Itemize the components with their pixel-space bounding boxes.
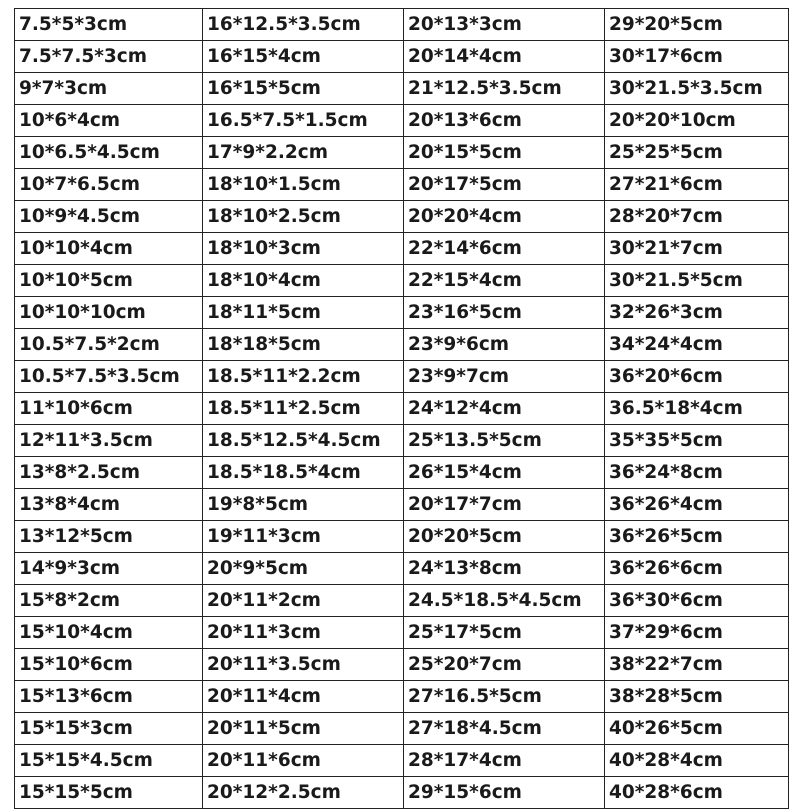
size-cell: 18*10*2.5cm	[203, 201, 404, 233]
size-cell: 40*28*6cm	[605, 777, 789, 809]
size-cell: 27*16.5*5cm	[404, 681, 605, 713]
size-cell: 30*21.5*3.5cm	[605, 73, 789, 105]
size-cell: 38*22*7cm	[605, 649, 789, 681]
size-cell: 16*12.5*3.5cm	[203, 9, 404, 41]
size-cell: 20*20*10cm	[605, 105, 789, 137]
size-cell: 18*18*5cm	[203, 329, 404, 361]
size-cell: 10*9*4.5cm	[15, 201, 203, 233]
size-cell: 20*13*3cm	[404, 9, 605, 41]
size-cell: 20*11*6cm	[203, 745, 404, 777]
size-cell: 20*15*5cm	[404, 137, 605, 169]
size-cell: 18.5*11*2.2cm	[203, 361, 404, 393]
size-cell: 23*9*6cm	[404, 329, 605, 361]
size-cell: 19*8*5cm	[203, 489, 404, 521]
size-cell: 36*26*6cm	[605, 553, 789, 585]
table-row	[15, 649, 789, 681]
size-cell: 37*29*6cm	[605, 617, 789, 649]
size-cell: 18*10*3cm	[203, 233, 404, 265]
table-row	[15, 713, 789, 745]
size-cell: 15*10*4cm	[15, 617, 203, 649]
size-cell: 25*17*5cm	[404, 617, 605, 649]
size-cell: 15*15*4.5cm	[15, 745, 203, 777]
size-cell: 15*15*3cm	[15, 713, 203, 745]
size-cell: 22*15*4cm	[404, 265, 605, 297]
size-cell: 15*8*2cm	[15, 585, 203, 617]
size-cell: 25*25*5cm	[605, 137, 789, 169]
size-cell: 25*13.5*5cm	[404, 425, 605, 457]
size-cell: 28*20*7cm	[605, 201, 789, 233]
size-cell: 22*14*6cm	[404, 233, 605, 265]
size-cell: 13*8*2.5cm	[15, 457, 203, 489]
size-cell: 29*15*6cm	[404, 777, 605, 809]
size-cell: 19*11*3cm	[203, 521, 404, 553]
size-cell: 36*30*6cm	[605, 585, 789, 617]
size-cell: 20*11*5cm	[203, 713, 404, 745]
table-row	[15, 457, 789, 489]
size-cell: 10*10*5cm	[15, 265, 203, 297]
table-row	[15, 73, 789, 105]
table-row	[15, 169, 789, 201]
size-cell: 12*11*3.5cm	[15, 425, 203, 457]
size-cell: 11*10*6cm	[15, 393, 203, 425]
size-cell: 18*11*5cm	[203, 297, 404, 329]
table-row	[15, 297, 789, 329]
size-cell: 34*24*4cm	[605, 329, 789, 361]
size-cell: 13*8*4cm	[15, 489, 203, 521]
size-table-body	[15, 9, 789, 809]
size-cell: 10*10*4cm	[15, 233, 203, 265]
size-cell: 20*11*4cm	[203, 681, 404, 713]
size-cell: 7.5*5*3cm	[15, 9, 203, 41]
size-cell: 18.5*11*2.5cm	[203, 393, 404, 425]
table-row	[15, 489, 789, 521]
size-cell: 17*9*2.2cm	[203, 137, 404, 169]
size-cell: 10.5*7.5*3.5cm	[15, 361, 203, 393]
table-row	[15, 745, 789, 777]
size-cell: 10*10*10cm	[15, 297, 203, 329]
size-cell: 10*6*4cm	[15, 105, 203, 137]
size-cell: 14*9*3cm	[15, 553, 203, 585]
size-cell: 20*20*5cm	[404, 521, 605, 553]
size-cell: 36*26*5cm	[605, 521, 789, 553]
size-cell: 36*24*8cm	[605, 457, 789, 489]
size-cell: 20*11*3.5cm	[203, 649, 404, 681]
size-cell: 20*17*7cm	[404, 489, 605, 521]
size-cell: 13*12*5cm	[15, 521, 203, 553]
size-cell: 25*20*7cm	[404, 649, 605, 681]
size-cell: 23*9*7cm	[404, 361, 605, 393]
size-table	[14, 8, 789, 809]
table-row	[15, 585, 789, 617]
size-cell: 16*15*5cm	[203, 73, 404, 105]
size-cell: 10*7*6.5cm	[15, 169, 203, 201]
size-cell: 16*15*4cm	[203, 41, 404, 73]
table-row	[15, 617, 789, 649]
size-cell: 36*26*4cm	[605, 489, 789, 521]
size-cell: 18*10*1.5cm	[203, 169, 404, 201]
size-cell: 24*12*4cm	[404, 393, 605, 425]
size-cell: 9*7*3cm	[15, 73, 203, 105]
table-row	[15, 9, 789, 41]
size-cell: 15*10*6cm	[15, 649, 203, 681]
table-row	[15, 425, 789, 457]
table-row	[15, 521, 789, 553]
table-row	[15, 265, 789, 297]
table-row	[15, 329, 789, 361]
size-cell: 27*18*4.5cm	[404, 713, 605, 745]
size-cell: 30*21*7cm	[605, 233, 789, 265]
table-row	[15, 41, 789, 73]
size-cell: 20*12*2.5cm	[203, 777, 404, 809]
table-row	[15, 201, 789, 233]
size-cell: 18.5*12.5*4.5cm	[203, 425, 404, 457]
table-row	[15, 681, 789, 713]
size-cell: 26*15*4cm	[404, 457, 605, 489]
size-cell: 15*15*5cm	[15, 777, 203, 809]
size-cell: 20*11*3cm	[203, 617, 404, 649]
size-cell: 23*16*5cm	[404, 297, 605, 329]
size-cell: 35*35*5cm	[605, 425, 789, 457]
table-row	[15, 105, 789, 137]
table-row	[15, 777, 789, 809]
size-cell: 18*10*4cm	[203, 265, 404, 297]
size-cell: 27*21*6cm	[605, 169, 789, 201]
size-cell: 15*13*6cm	[15, 681, 203, 713]
size-cell: 10.5*7.5*2cm	[15, 329, 203, 361]
table-row	[15, 137, 789, 169]
size-cell: 30*17*6cm	[605, 41, 789, 73]
size-cell: 29*20*5cm	[605, 9, 789, 41]
size-cell: 28*17*4cm	[404, 745, 605, 777]
size-cell: 7.5*7.5*3cm	[15, 41, 203, 73]
size-cell: 36*20*6cm	[605, 361, 789, 393]
size-cell: 18.5*18.5*4cm	[203, 457, 404, 489]
table-row	[15, 393, 789, 425]
size-cell: 20*11*2cm	[203, 585, 404, 617]
size-cell: 24.5*18.5*4.5cm	[404, 585, 605, 617]
size-cell: 16.5*7.5*1.5cm	[203, 105, 404, 137]
size-cell: 36.5*18*4cm	[605, 393, 789, 425]
size-cell: 20*13*6cm	[404, 105, 605, 137]
size-cell: 20*14*4cm	[404, 41, 605, 73]
table-row	[15, 233, 789, 265]
size-cell: 30*21.5*5cm	[605, 265, 789, 297]
table-row	[15, 553, 789, 585]
table-row	[15, 361, 789, 393]
size-cell: 24*13*8cm	[404, 553, 605, 585]
size-cell: 21*12.5*3.5cm	[404, 73, 605, 105]
size-cell: 20*20*4cm	[404, 201, 605, 233]
size-cell: 38*28*5cm	[605, 681, 789, 713]
size-cell: 40*26*5cm	[605, 713, 789, 745]
size-cell: 20*9*5cm	[203, 553, 404, 585]
size-cell: 32*26*3cm	[605, 297, 789, 329]
size-cell: 10*6.5*4.5cm	[15, 137, 203, 169]
size-cell: 20*17*5cm	[404, 169, 605, 201]
size-cell: 40*28*4cm	[605, 745, 789, 777]
